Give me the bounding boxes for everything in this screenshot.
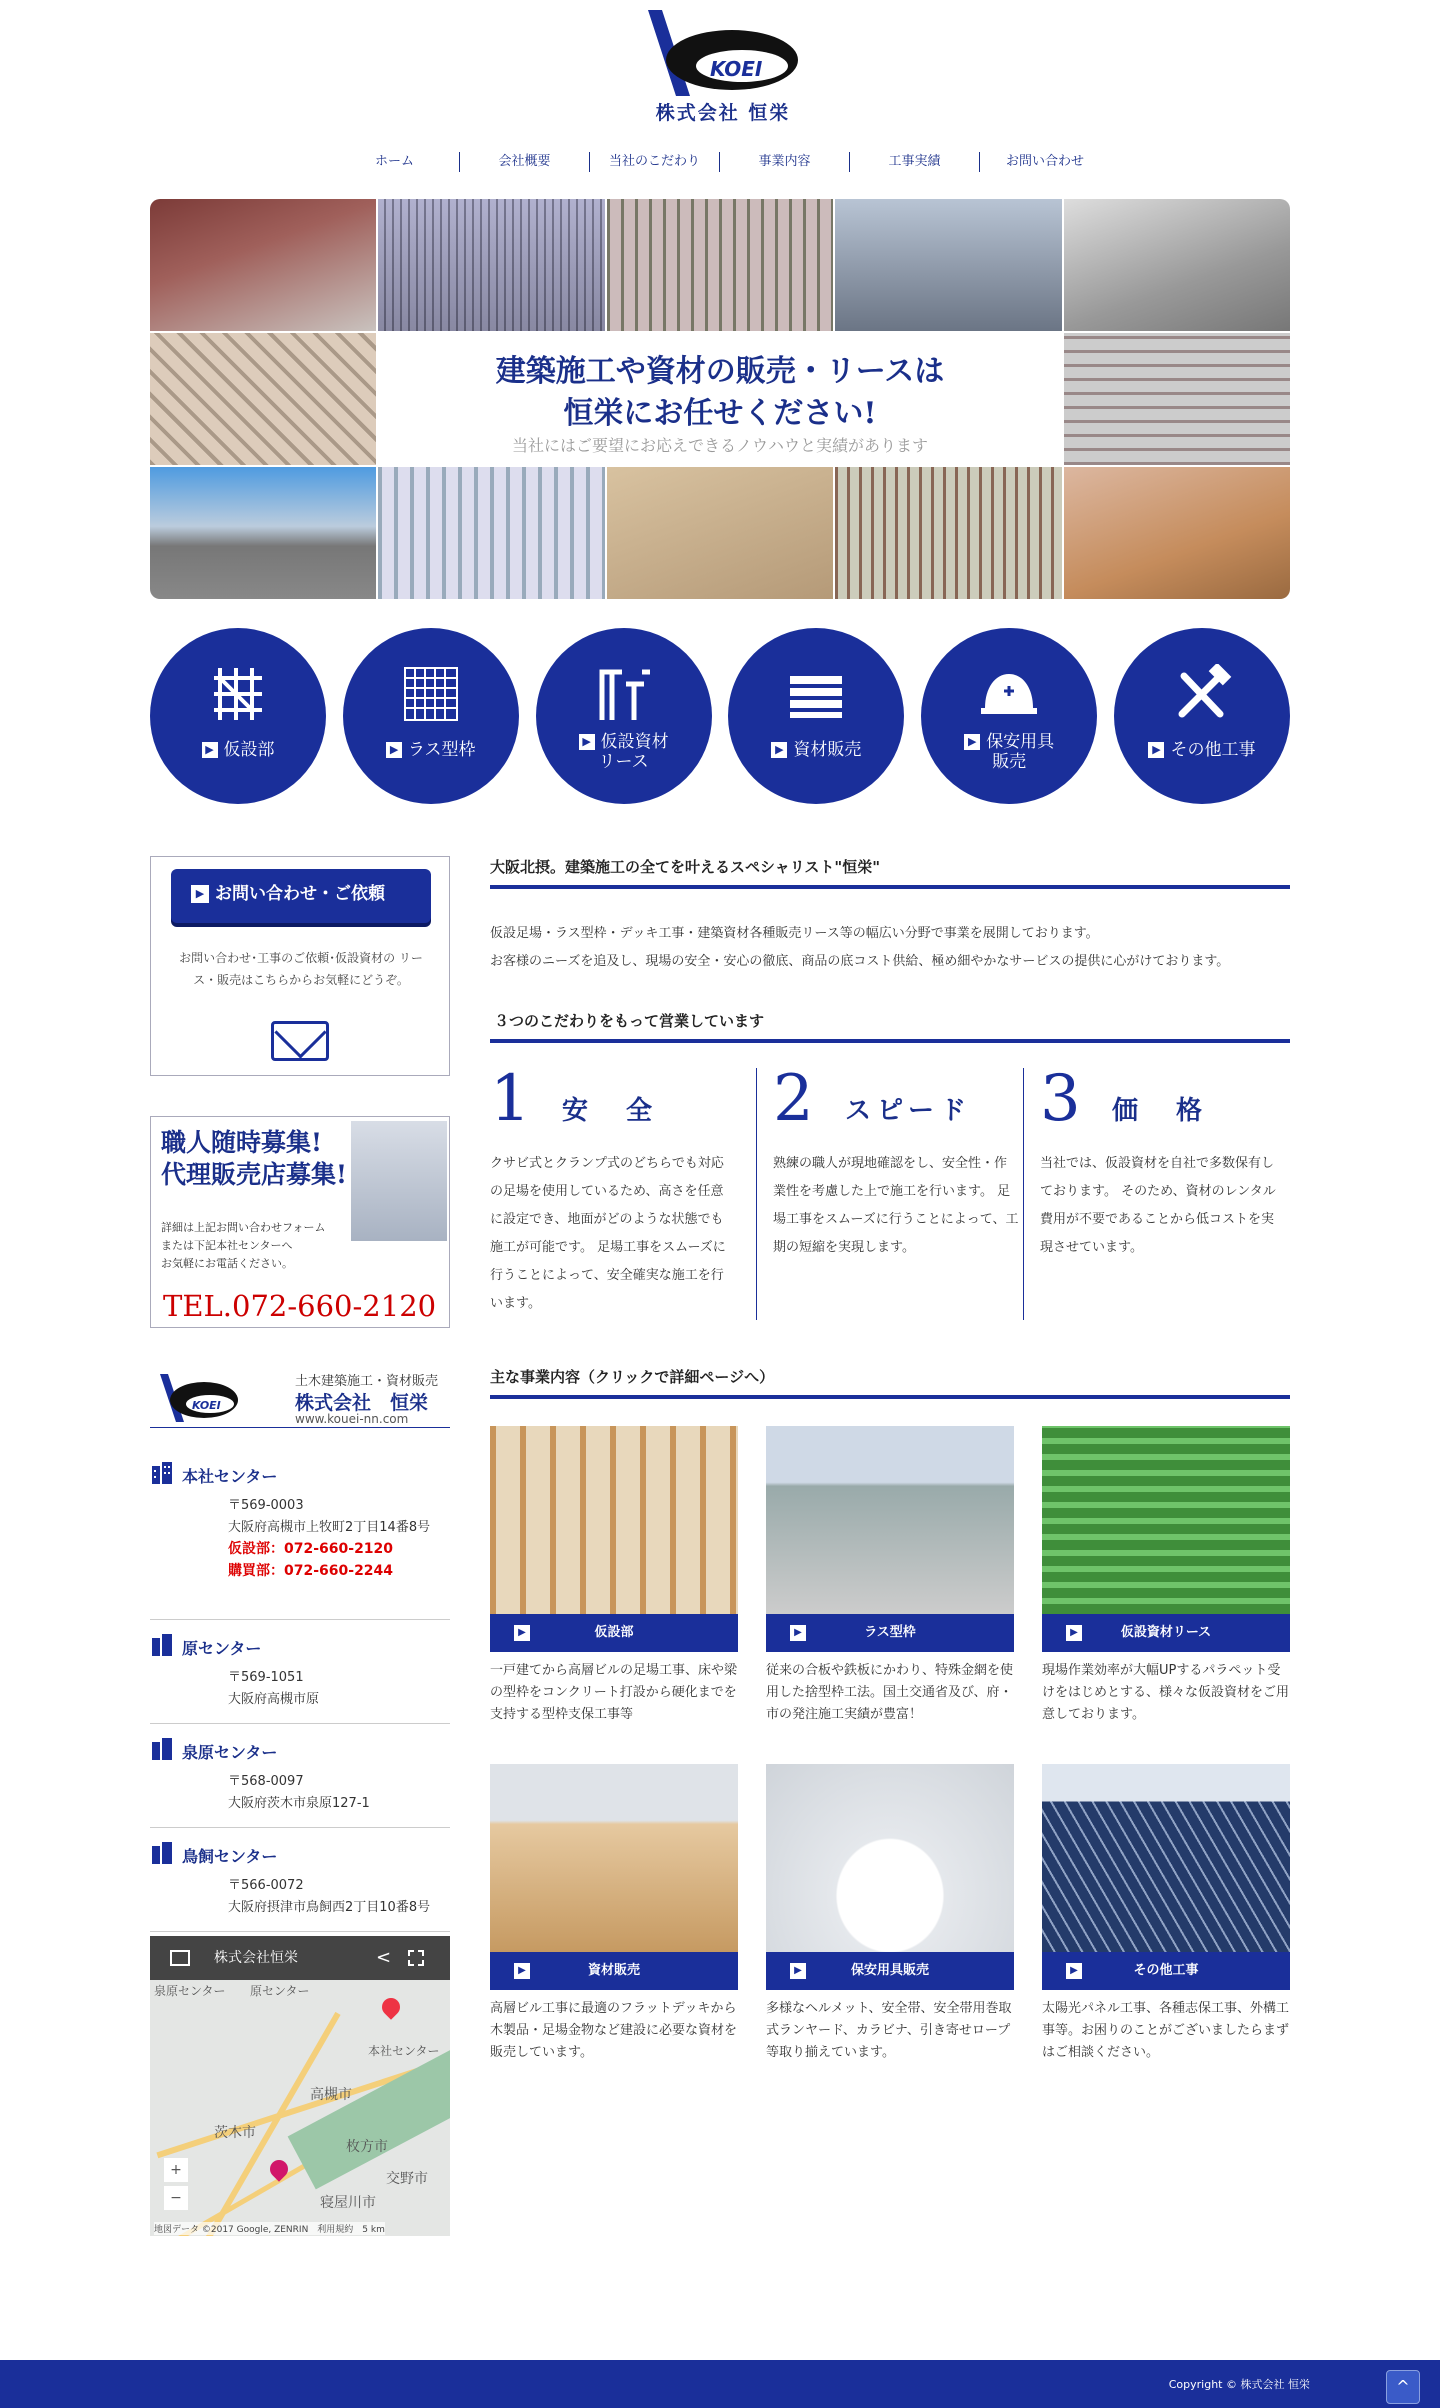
business-photo (490, 1426, 738, 1614)
service-scaffold-button[interactable] (150, 628, 326, 804)
business-desc: 従来の合板や鉄板にかわり、特殊金網を使用した捨型枠工法。国土交通省及び、府・市の発注施工実績が豊富！ (766, 1663, 1014, 1722)
business-desc: 高層ビル工事に最適のフラットデッキから木製品・足場金物など建設に必要な資材を販売しています。 (490, 2001, 738, 2060)
map-list-icon[interactable] (170, 1950, 190, 1966)
business-card-other[interactable] (1042, 1764, 1290, 2064)
map-place: 泉原センター (154, 1984, 226, 1998)
pillar-title: スピード (845, 1096, 972, 1126)
google-map[interactable] (150, 1936, 450, 2236)
contact-text: お問い合わせ･工事のご依頼･仮設資材の リース・販売はこちらからお気軽にどうぞ。 (179, 951, 423, 987)
business-card-materials[interactable] (490, 1764, 738, 2064)
business-card-lease[interactable] (1042, 1426, 1290, 1726)
service-materials-button[interactable] (728, 628, 904, 804)
hero-title-line2: 恒栄にお任せください! (563, 396, 877, 431)
nav-business[interactable]: 事業内容 (720, 152, 850, 172)
center-postal: 〒569-0003 (228, 1498, 304, 1513)
service-label: その他工事 (1170, 740, 1256, 760)
service-label: 保安用具 販売 (986, 732, 1055, 772)
main-nav (330, 152, 1110, 172)
center-postal: 〒566-0072 (228, 1878, 304, 1893)
service-safety-button[interactable] (921, 628, 1097, 804)
building-icon (150, 1634, 172, 1656)
map-place: 本社センター (368, 2044, 440, 2058)
center-hara (150, 1636, 450, 1724)
center-address: 大阪府高槻市原 (228, 1692, 320, 1707)
business-desc: 現場作業効率が大幅UPするパラペット受けをはじめとする、様々な仮設資材をご用意しております。 (1042, 1663, 1290, 1722)
hero-photo-steel-columns (150, 199, 376, 331)
arrow-right-icon: ▶ (202, 742, 218, 758)
pillar-number: 2 (773, 1062, 814, 1136)
zoom-in-button[interactable]: + (164, 2158, 188, 2182)
service-lease-button[interactable] (536, 628, 712, 804)
center-torikai (150, 1844, 450, 1932)
nav-home[interactable]: ホーム (330, 152, 460, 172)
business-label: 資材販売 (587, 1963, 640, 1978)
center-postal: 〒568-0097 (228, 1774, 304, 1789)
hero-photo-solar-roof (150, 467, 376, 599)
hero-photo-scaffold (378, 199, 604, 331)
zoom-out-button[interactable]: − (164, 2186, 188, 2210)
service-mesh-form-button[interactable] (343, 628, 519, 804)
recruit-title-craftsman: 職人随時募集! (161, 1128, 322, 1157)
logo-text: KOEI (192, 1399, 221, 1412)
arrow-right-icon: ▶ (514, 1625, 530, 1641)
business-heading: 主な事業内容（クリックで詳細ページへ） (490, 1366, 1290, 1399)
map-place: 茨木市 (214, 2125, 256, 2141)
service-label: ラス型枠 (408, 740, 476, 760)
map-title-bar (150, 1936, 450, 1980)
center-name: 本社センター (182, 1467, 278, 1486)
koei-logo-icon (640, 8, 800, 98)
map-place: 交野市 (386, 2171, 428, 2187)
arrow-right-icon: ▶ (790, 1625, 806, 1641)
hero-photo-rebar-cage (835, 467, 1061, 599)
business-card-lath[interactable] (766, 1426, 1014, 1726)
recruit-tel[interactable]: TEL.072-660-2120 (163, 1289, 437, 1323)
center-honsha (150, 1464, 450, 1620)
hero-photo-rebar (607, 199, 833, 331)
footer (0, 2360, 1440, 2408)
arrow-right-icon: ▶ (579, 734, 595, 750)
nav-company[interactable]: 会社概要 (460, 152, 590, 172)
center-izumihara (150, 1740, 450, 1828)
center-address: 大阪府茨木市泉原127-1 (228, 1796, 370, 1811)
deck-plate-icon (786, 664, 846, 724)
pillar-number: 3 (1040, 1062, 1081, 1136)
business-label: 仮設資材リース (1120, 1625, 1212, 1640)
arrow-right-icon: ▶ (771, 742, 787, 758)
center-postal: 〒569-1051 (228, 1670, 304, 1685)
business-label: その他工事 (1133, 1963, 1199, 1978)
recruit-desc: 詳細は上記お問い合わせフォーム (161, 1221, 326, 1234)
arrow-right-icon: ▶ (790, 1963, 806, 1979)
chevron-up-icon: ^ (1396, 2377, 1410, 2396)
back-to-top-button[interactable] (1386, 2370, 1420, 2404)
business-photo (1042, 1764, 1290, 1952)
nav-contact[interactable]: お問い合わせ (1005, 154, 1084, 169)
map-place: 枚方市 (346, 2139, 388, 2155)
pillar-speed (757, 1062, 1024, 1320)
recruit-banner[interactable] (150, 1116, 450, 1328)
arrow-right-icon: ▶ (964, 734, 980, 750)
service-other-button[interactable] (1114, 628, 1290, 804)
business-photo (766, 1764, 1014, 1952)
tools-icon (1172, 664, 1232, 724)
center-address: 大阪府高槻市上牧町2丁目14番8号 (228, 1520, 431, 1535)
scaffold-icon (208, 664, 268, 724)
pillar-text: 熟練の職人が現地確認をし、安全性・作業性を考慮した上で施工を行います。 足場工事をスムーズに行うことによって、工期の短縮を実現します。 (773, 1156, 1019, 1255)
map-pin-icon[interactable] (378, 1994, 403, 2019)
copyright: Copyright © 株式会社 恒栄 (1168, 2378, 1310, 2391)
hero-title-line1: 建築施工や資材の販売・リースは (495, 354, 945, 389)
pillar-safety (490, 1062, 757, 1320)
business-desc: 一戸建てから高層ビルの足場工事、床や梁の型枠をコンクリート打設から硬化までを支持する型枠支保工事等 (490, 1663, 738, 1722)
nav-commitment[interactable]: 当社のこだわり (590, 152, 720, 172)
business-photo (1042, 1426, 1290, 1614)
company-card (150, 1366, 450, 1428)
recruit-desc: または下記本社センターへ (161, 1239, 293, 1252)
business-photo (490, 1764, 738, 1952)
company-url[interactable]: www.kouei-nn.com (295, 1412, 409, 1426)
center-name: 原センター (182, 1639, 262, 1658)
hero-photo-worker-scaffold (835, 199, 1061, 331)
company-name: 株式会社 恒栄 (655, 102, 791, 124)
map-place: 高槻市 (310, 2087, 352, 2103)
business-card-safety[interactable] (766, 1764, 1014, 2064)
company-name: 株式会社 恒栄 (295, 1392, 429, 1414)
pillar-price (1024, 1062, 1290, 1320)
hero-subtitle: 当社にはご要望にお応えできるノウハウと実績があります (511, 436, 928, 455)
center-name: 泉原センター (182, 1743, 278, 1762)
service-links (150, 628, 1290, 804)
pillar-text: 当社では、仮設資材を自社で多数保有しております。 そのため、資材のレンタル費用が不要であることから低コストを実現させています。 (1040, 1156, 1276, 1255)
nav-works[interactable]: 工事実績 (850, 152, 980, 172)
mesh-form-icon (401, 664, 461, 724)
map-place: 寝屋川市 (320, 2195, 376, 2211)
map-attribution: 地図データ ©2017 Google, ZENRIN 利用規約 5 km (154, 2222, 385, 2235)
business-card-kasetsu[interactable] (490, 1426, 738, 1726)
service-label: 仮設資材 リース (598, 732, 669, 772)
arrow-right-icon: ▶ (1148, 742, 1164, 758)
center-name: 鳥飼センター (182, 1847, 278, 1866)
company-tagline: 土木建築施工・資材販売 (295, 1374, 439, 1389)
contact-button[interactable] (171, 869, 431, 923)
intro-text: お客様のニーズを追及し、現場の安全・安心の徹底、商品の底コスト供給、極め細やかなサービスの提供に心がけております。 (490, 954, 1230, 969)
worker-photo (351, 1121, 447, 1241)
pillar-text: クサビ式とクランプ式のどちらでも対応の足場を使用しているため、高さを任意に設定でき、地面がどのような状態でも施工が可能です。 足場工事をスムーズに行うことによって、安全確実な施工を行います。 (490, 1156, 726, 1311)
hero-photo-foundation (150, 333, 376, 465)
hero-banner (377, 333, 1063, 467)
center-address: 大阪府摂津市鳥飼西2丁目10番8号 (228, 1900, 431, 1915)
map-title: 株式会社恒栄 (214, 1950, 298, 1966)
share-icon[interactable]: < (376, 1947, 392, 1968)
arrow-right-icon: ▶ (1066, 1963, 1082, 1979)
center-tel-kobai[interactable]: 購買部：072-660-2244 (228, 1563, 394, 1579)
hero-photo-concrete (1064, 199, 1290, 331)
arrow-right-icon: ▶ (386, 742, 402, 758)
business-label: ラス型枠 (864, 1625, 916, 1640)
pillars-heading: ３つのこだわりをもって営業しています (490, 1010, 1290, 1043)
intro-text: 仮設足場・ラス型枠・デッキ工事・建築資材各種販売リース等の幅広い分野で事業を展開しております。 (490, 926, 1099, 941)
clamp-icon (594, 664, 654, 724)
business-desc: 多様なヘルメット、安全帯、安全帯用巻取式ランヤード、カラビナ、引き寄せロープ等取り揃えています。 (766, 2001, 1012, 2060)
arrow-right-icon: ▶ (1066, 1625, 1082, 1641)
business-label: 保安用具販売 (850, 1963, 929, 1978)
logo-text: KOEI (710, 57, 763, 81)
business-desc: 太陽光パネル工事、各種志保工事、外構工事等。お困りのことがございましたらまずはご相談ください。 (1042, 2001, 1290, 2060)
hero-collage (150, 199, 1290, 599)
fullscreen-icon[interactable] (408, 1950, 424, 1966)
arrow-right-icon: ▶ (514, 1963, 530, 1979)
pillar-number: 1 (490, 1062, 531, 1136)
pillar-title: 価 格 (1112, 1096, 1209, 1126)
pillar-title: 安 全 (562, 1096, 659, 1126)
contact-button-label: お問い合わせ・ご依頼 (215, 884, 385, 904)
hero-photo-rebar-worker (1064, 333, 1290, 465)
contact-box (150, 856, 450, 1076)
helmet-icon (979, 664, 1039, 724)
building-icon (150, 1462, 172, 1484)
mail-icon[interactable] (271, 1021, 329, 1061)
building-icon (150, 1842, 172, 1864)
site-logo[interactable] (640, 8, 800, 128)
service-label: 仮設部 (223, 740, 275, 760)
recruit-desc: お気軽にお電話ください。 (161, 1257, 293, 1270)
arrow-right-icon: ▶ (191, 885, 209, 903)
hero-photo-formwork (378, 467, 604, 599)
service-label: 資材販売 (793, 740, 862, 760)
recruit-title-dealer: 代理販売店募集! (161, 1160, 347, 1189)
business-photo (766, 1426, 1014, 1614)
koei-logo-icon (154, 1372, 238, 1424)
commitment-pillars (490, 1062, 1290, 1320)
hero-photo-carpenter (607, 467, 833, 599)
building-icon (150, 1738, 172, 1760)
sidebar (150, 856, 450, 2235)
center-tel-kasetsu[interactable]: 仮設部：072-660-2120 (228, 1541, 394, 1557)
business-label: 仮設部 (594, 1625, 634, 1640)
hero-photo-lumber (1064, 467, 1290, 599)
map-place: 原センター (250, 1984, 310, 1998)
intro-heading: 大阪北摂。建築施工の全てを叶えるスペシャリスト"恒栄" (490, 856, 1290, 889)
